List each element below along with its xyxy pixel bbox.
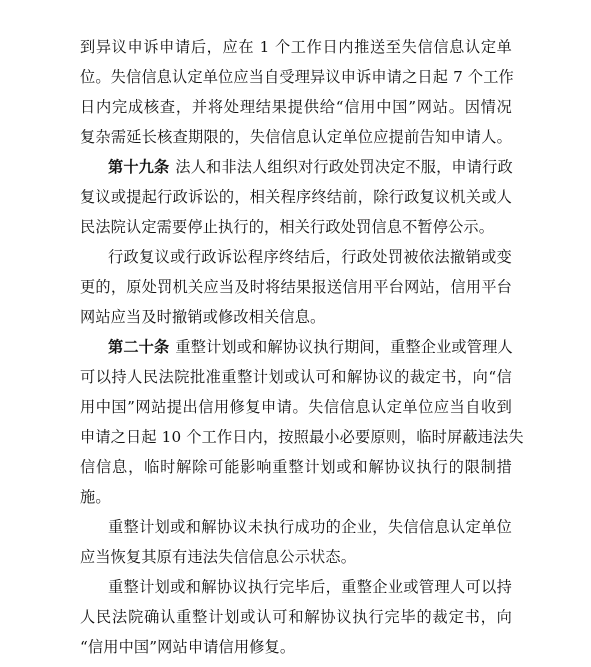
- text-line: 申请之日起 10 个工作日内，按照最小必要原则，临时屏蔽违法失: [80, 428, 524, 446]
- article-heading: 第二十条: [108, 338, 170, 356]
- text-line: 位。失信信息认定单位应当自受理异议申诉申请之日起 7 个工作: [80, 68, 514, 86]
- text-line: 网站应当及时撤销或修改相关信息。: [80, 308, 326, 326]
- text-line: 应当恢复其原有违法失信信息公示状态。: [80, 548, 357, 566]
- article-text: 重整计划或和解协议执行期间，重整企业或管理人: [175, 338, 513, 356]
- text-line: 信信息，临时解除可能影响重整计划或和解协议执行的限制措: [80, 458, 512, 476]
- text-line: 到异议申诉申请后，应在 1 个工作日内推送至失信信息认定单: [80, 38, 512, 56]
- article-text: 法人和非法人组织对行政处罚决定不服，申请行政: [175, 158, 513, 176]
- text-line: 日内完成核查，并将处理结果提供给“信用中国”网站。因情况: [80, 98, 512, 116]
- text-line: “信用中国”网站申请信用修复。: [80, 638, 296, 656]
- text-line: 更的，原处罚机关应当及时将结果报送信用平台网站，信用平台: [80, 278, 512, 296]
- text-line: 用中国”网站提出信用修复申请。失信信息认定单位应当自收到: [80, 398, 512, 416]
- text-line: 重整计划或和解协议未执行成功的企业，失信信息认定单位: [108, 518, 512, 536]
- text-line: [108, 152, 512, 182]
- text-line: 重整计划或和解协议执行完毕后，重整企业或管理人可以持: [108, 578, 512, 596]
- text-line: 行政复议或行政诉讼程序终结后，行政处罚被依法撤销或变: [108, 248, 512, 266]
- text-line: [108, 332, 512, 362]
- text-line: 民法院认定需要停止执行的，相关行政处罚信息不暂停公示。: [80, 218, 495, 236]
- text-line: 人民法院确认重整计划或认可和解协议执行完毕的裁定书，向: [80, 608, 512, 626]
- text-line: 可以持人民法院批准重整计划或认可和解协议的裁定书，向“信: [80, 368, 512, 386]
- article-heading: 第十九条: [108, 158, 170, 176]
- text-line: 复议或提起行政诉讼的，相关程序终结前，除行政复议机关或人: [80, 188, 512, 206]
- text-line: 施。: [80, 488, 111, 506]
- text-line: 复杂需延长核查期限的，失信信息认定单位应提前告知申请人。: [80, 128, 512, 146]
